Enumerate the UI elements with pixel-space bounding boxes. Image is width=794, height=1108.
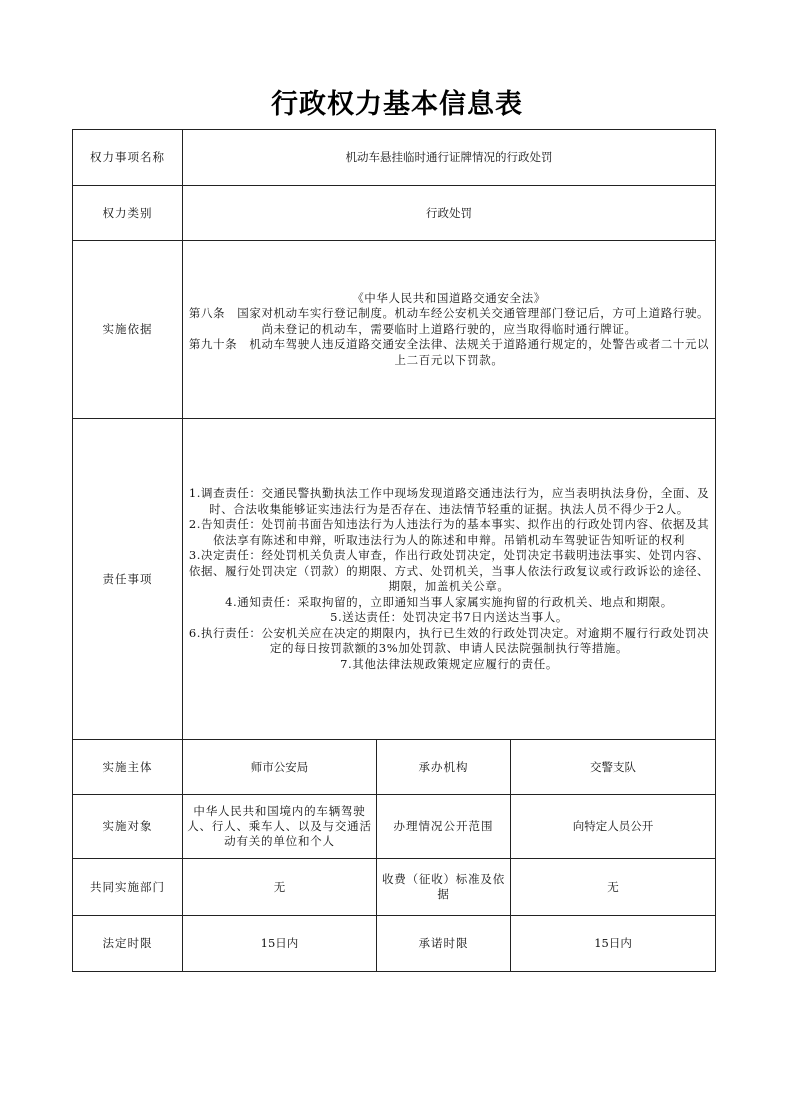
label-basis: 实施依据 <box>73 241 183 419</box>
value-handling-agency: 交警支队 <box>511 740 716 795</box>
basis-line: 第八条 国家对机动车实行登记制度。机动车经公安机关交通管理部门登记后，方可上道路行驶。尚未登记的机动车，需要临时上道路行驶的，应当取得临时通行牌证。 <box>188 306 710 336</box>
row-target <box>73 795 716 859</box>
row-power-name <box>73 130 716 186</box>
value-power-category: 行政处罚 <box>183 186 716 241</box>
row-basis <box>73 241 716 419</box>
row-power-category <box>73 186 716 241</box>
value-disclosure-scope: 向特定人员公开 <box>511 795 716 859</box>
label-subject: 实施主体 <box>73 740 183 795</box>
value-fee-standard: 无 <box>511 859 716 916</box>
value-subject: 师市公安局 <box>183 740 377 795</box>
value-joint-dept: 无 <box>183 859 377 916</box>
value-responsibility <box>183 419 716 740</box>
info-table <box>72 129 716 972</box>
responsibility-line: 3.决定责任：经处罚机关负责人审查，作出行政处罚决定，处罚决定书载明违法事实、处罚内容、依据、履行处罚决定（罚款）的期限、方式、处罚机关，当事人依法行政复议或行政诉讼的途径、期限，加盖机关公章。 <box>188 548 710 593</box>
row-time-limit <box>73 916 716 972</box>
row-responsibility <box>73 419 716 740</box>
label-handling-agency: 承办机构 <box>377 740 511 795</box>
label-power-name: 权力事项名称 <box>73 130 183 186</box>
responsibility-line: 7.其他法律法规政策规定应履行的责任。 <box>340 656 558 671</box>
label-promised-time-limit: 承诺时限 <box>377 916 511 972</box>
responsibility-line: 1.调查责任：交通民警执勤执法工作中现场发现道路交通违法行为，应当表明执法身份，全面、及时、合法收集能够证实违法行为是否存在、违法情节轻重的证据。执法人员不得少于2人。 <box>188 486 710 516</box>
responsibility-line: 2.告知责任：处罚前书面告知违法行为人违法行为的基本事实、拟作出的行政处罚内容、依据及其依法享有陈述和申辩，听取违法行为人的陈述和申辩。吊销机动车驾驶证告知听证的权利 <box>188 517 710 547</box>
row-joint <box>73 859 716 916</box>
responsibility-line: 5.送达责任：处罚决定书7日内送达当事人。 <box>330 610 568 624</box>
value-power-name: 机动车悬挂临时通行证牌情况的行政处罚 <box>183 130 716 186</box>
label-disclosure-scope: 办理情况公开范围 <box>377 795 511 859</box>
value-target: 中华人民共和国境内的车辆驾驶人、行人、乘车人、以及与交通活动有关的单位和个人 <box>183 795 377 859</box>
label-responsibility: 责任事项 <box>73 419 183 740</box>
label-fee-standard: 收费（征收）标准及依据 <box>377 859 511 916</box>
label-target: 实施对象 <box>73 795 183 859</box>
responsibility-line: 4.通知责任：采取拘留的，立即通知当事人家属实施拘留的行政机关、地点和期限。 <box>225 594 673 609</box>
value-basis <box>183 241 716 419</box>
value-legal-time-limit: 15日内 <box>183 916 377 972</box>
basis-line: 《中华人民共和国道路交通安全法》 <box>352 290 546 305</box>
basis-line: 第九十条 机动车驾驶人违反道路交通安全法律、法规关于道路通行规定的，处警告或者二十元以上二百元以下罚款。 <box>188 337 710 367</box>
row-subject <box>73 740 716 795</box>
responsibility-line: 6.执行责任：公安机关应在决定的期限内，执行已生效的行政处罚决定。对逾期不履行行政处罚决定的每日按罚款额的3%加处罚款、申请人民法院强制执行等措施。 <box>188 625 710 655</box>
page-title: 行政权力基本信息表 <box>271 89 523 120</box>
value-promised-time-limit: 15日内 <box>511 916 716 972</box>
label-legal-time-limit: 法定时限 <box>73 916 183 972</box>
label-power-category: 权力类别 <box>73 186 183 241</box>
label-joint-dept: 共同实施部门 <box>73 859 183 916</box>
